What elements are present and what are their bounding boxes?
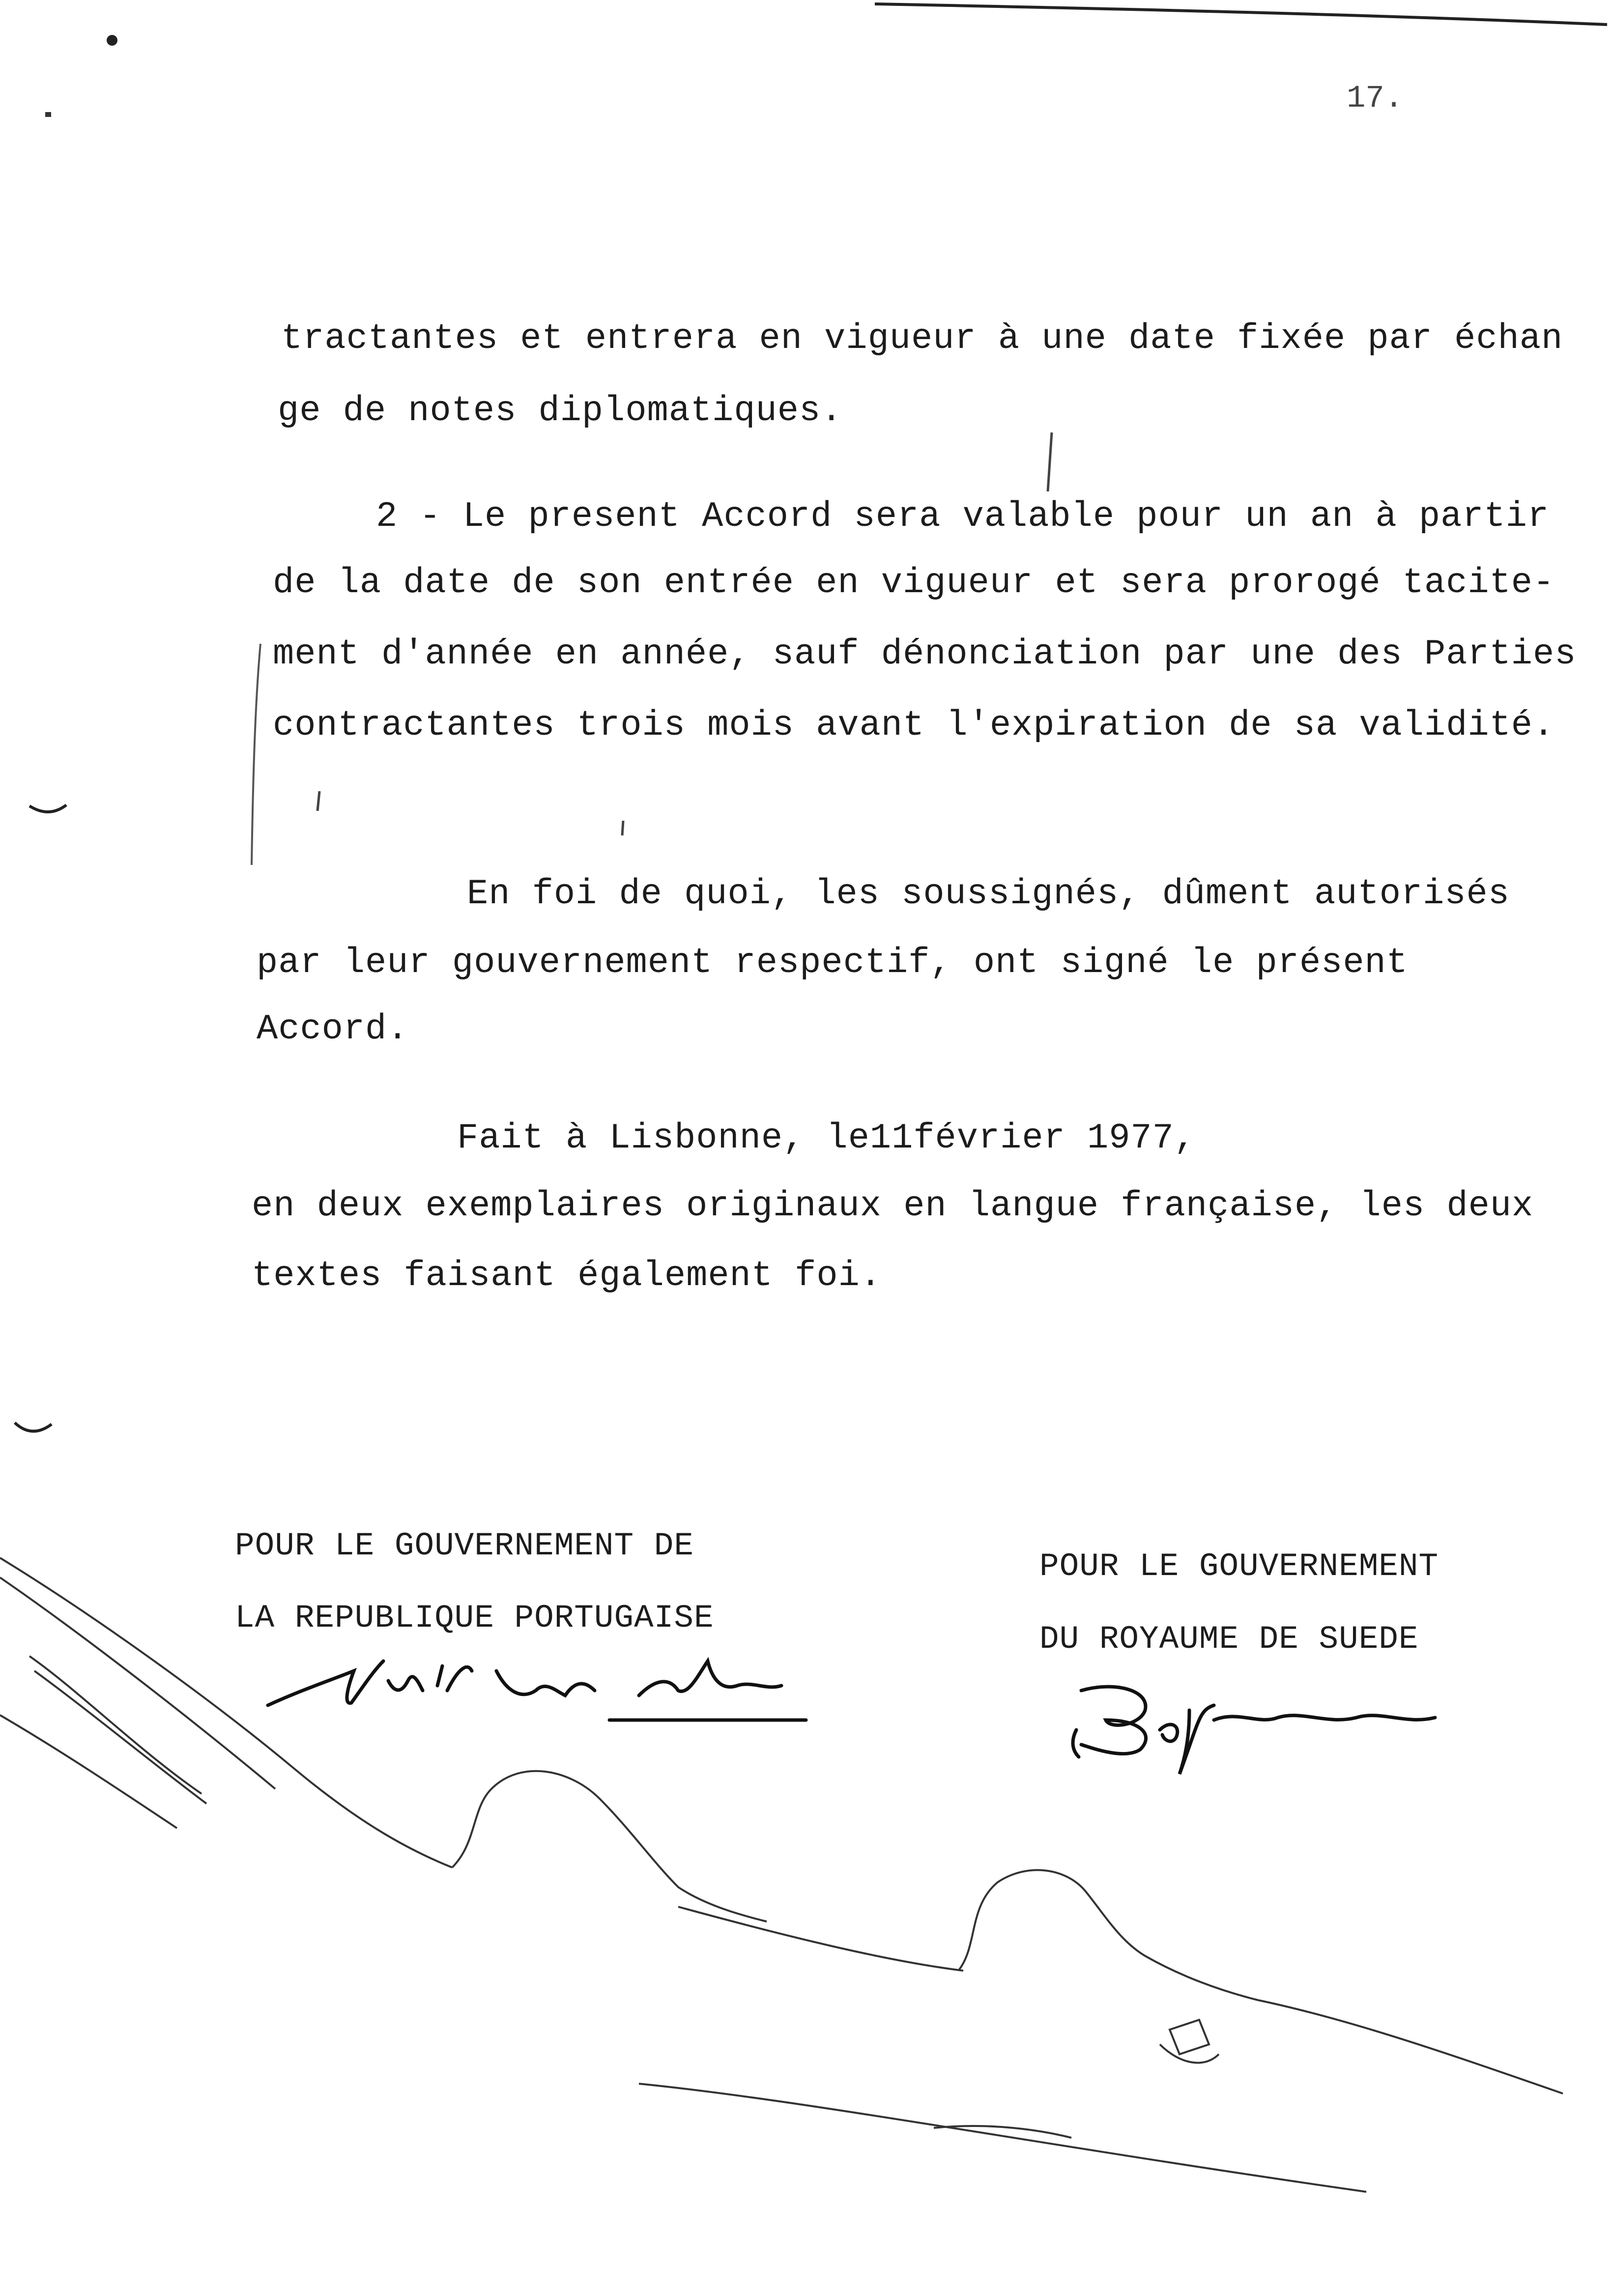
signatory-portugal-line-1: POUR LE GOUVERNEMENT DE: [235, 1527, 694, 1564]
paragraph-4-line-3: textes faisant également foi.: [252, 1256, 882, 1296]
page-number: 17.: [1347, 81, 1404, 116]
binding-mark: [29, 805, 66, 812]
signatory-portugal-line-2: LA REPUBLIQUE PORTUGAISE: [235, 1600, 714, 1636]
paragraph-3-line-2: par leur gouvernement respectif, ont signé le présent: [257, 943, 1408, 983]
margin-mark: [1048, 432, 1052, 491]
paragraph-2-line-2: de la date de son entrée en vigueur et sera prorogé tacite-: [273, 563, 1555, 603]
scan-speck: [45, 112, 51, 117]
paragraph-4-line-1: Fait à Lisbonne, le11février 1977,: [457, 1118, 1196, 1158]
signatory-sweden-line-2: DU ROYAUME DE SUEDE: [1039, 1621, 1419, 1658]
paragraph-2-line-1: 2 - Le present Accord sera valable pour un an à partir: [376, 496, 1550, 537]
paragraph-1-line-2: ge de notes diplomatiques.: [278, 391, 843, 431]
paragraph-2-line-4: contractantes trois mois avant l'expiration de sa validité.: [273, 705, 1555, 746]
paragraph-2-line-3: ment d'année en année, sauf dénonciation par une des Parties: [273, 634, 1577, 674]
signatory-sweden-line-1: POUR LE GOUVERNEMENT: [1039, 1548, 1439, 1585]
paragraph-3-line-3: Accord.: [257, 1009, 409, 1049]
binding-mark: [15, 1423, 52, 1431]
top-border-line: [875, 4, 1607, 25]
signature-sweden: [1073, 1687, 1435, 1774]
punch-hole-mark: [107, 35, 117, 46]
paragraph-1-line-1: tractantes et entrera en vigueur à une date fixée par échan: [281, 318, 1563, 359]
margin-mark: [622, 821, 623, 835]
margin-mark: [317, 791, 319, 811]
margin-mark: [252, 644, 260, 865]
paragraph-3-line-1: En foi de quoi, les soussignés, dûment autorisés: [467, 874, 1510, 914]
signature-portugal: [268, 1661, 806, 1720]
paragraph-4-line-2: en deux exemplaires originaux en langue française, les deux: [252, 1186, 1534, 1226]
